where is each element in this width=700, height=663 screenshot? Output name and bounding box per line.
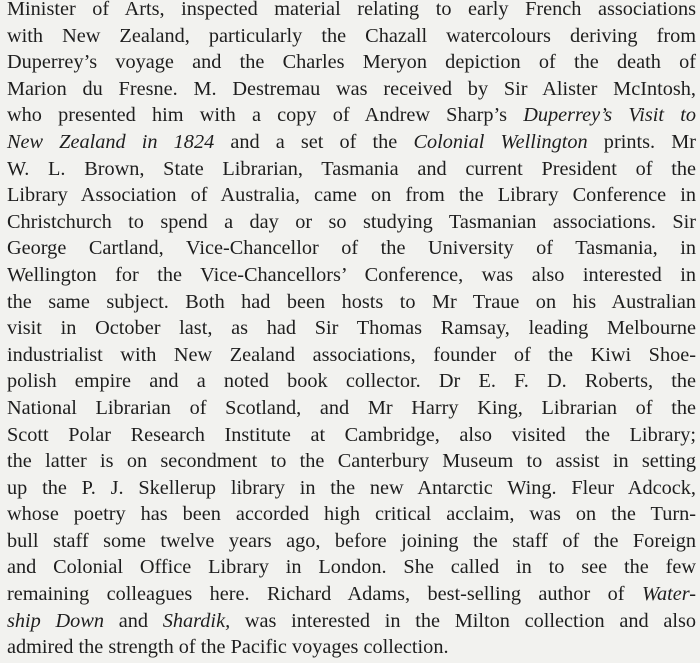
text-segment: Wellington for the Vice-Chancellors’ Conference, was also interested in: [7, 263, 696, 286]
text-segment: and Colonial Office Library in London. She called in to see the few: [7, 556, 696, 579]
text-line: [7, 342, 696, 369]
text-segment: and a set of the: [214, 130, 414, 153]
text-segment: remaining colleagues here. Richard Adams, best-selling author of: [7, 583, 642, 606]
text-line: [7, 528, 696, 555]
text-segment: the latter is on secondment to the Canterbury Museum to assist in setting: [7, 450, 696, 473]
text-line: [7, 501, 696, 528]
text-line: [7, 395, 696, 422]
italic-title-text: Shardik,: [162, 609, 231, 632]
text-line: [7, 182, 696, 209]
text-segment: Library Association of Australia, came on from the Library Conference in: [7, 184, 696, 207]
text-segment: who presented him with a copy of Andrew Sharp’s: [7, 104, 524, 127]
text-segment: admired the strength of the Pacific voyages collection.: [7, 636, 449, 659]
text-line: [7, 422, 696, 449]
text-segment: prints. Mr: [587, 130, 696, 153]
text-line: [7, 156, 696, 183]
text-line: [7, 49, 696, 76]
text-segment: up the P. J. Skellerup library in the new Antarctic Wing. Fleur Adcock,: [7, 476, 696, 499]
text-line: [7, 634, 696, 661]
text-segment: W. L. Brown, State Librarian, Tasmania and current President of the: [7, 157, 696, 180]
text-line: [7, 23, 696, 50]
text-line: [7, 608, 696, 635]
text-line: [7, 581, 696, 608]
text-segment: was interested in the Milton collection and also: [230, 609, 696, 632]
text-segment: Scott Polar Research Institute at Cambridge, also visited the Library;: [7, 423, 696, 446]
text-line: [7, 76, 696, 103]
text-segment: whose poetry has been accorded high critical acclaim, was on the Turn-: [7, 503, 696, 526]
text-line: [7, 289, 696, 316]
text-line: [7, 102, 696, 129]
text-segment: George Cartland, Vice-Chancellor of the University of Tasmania, in: [7, 237, 696, 260]
text-segment: visit in October last, as had Sir Thomas Ramsay, leading Melbourne: [7, 317, 696, 340]
text-line: [7, 475, 696, 502]
italic-title-text: Duperrey’s Visit to: [523, 104, 697, 127]
body-text: [7, 0, 696, 661]
text-segment: the same subject. Both had been hosts to Mr Traue on his Australian: [7, 290, 696, 313]
text-line: [7, 235, 696, 262]
text-segment: industrialist with New Zealand associations, founder of the Kiwi Shoe-: [7, 343, 696, 366]
text-segment: Marion du Fresne. M. Destremau was received by Sir Alister McIntosh,: [7, 77, 696, 100]
text-line: [7, 129, 696, 156]
text-segment: Minister of Arts, inspected material relating to early French associations: [7, 0, 696, 20]
italic-title-text: Colonial Wellington: [413, 130, 588, 153]
italic-title-text: New Zealand in 1824: [7, 130, 215, 153]
text-line: [7, 448, 696, 475]
text-segment: Duperrey’s voyage and the Charles Meryon depiction of the death of: [7, 51, 696, 74]
text-segment: bull staff some twelve years ago, before joining the staff of the Foreign: [7, 529, 696, 552]
text-line: [7, 315, 696, 342]
text-segment: National Librarian of Scotland, and Mr Harry King, Librarian of the: [7, 396, 696, 419]
text-line: [7, 262, 696, 289]
text-segment: with New Zealand, particularly the Chazall watercolours deriving from: [7, 24, 696, 47]
text-line: [7, 0, 696, 23]
text-line: [7, 554, 696, 581]
text-line: [7, 368, 696, 395]
italic-title-text: ship Down: [7, 609, 104, 632]
text-segment: polish empire and a noted book collector. Dr E. F. D. Roberts, the: [7, 370, 696, 393]
italic-title-text: Water-: [641, 583, 696, 606]
text-line: [7, 209, 696, 236]
text-segment: Christchurch to spend a day or so studying Tasmanian associations. Sir: [7, 210, 696, 233]
text-segment: and: [104, 609, 163, 632]
